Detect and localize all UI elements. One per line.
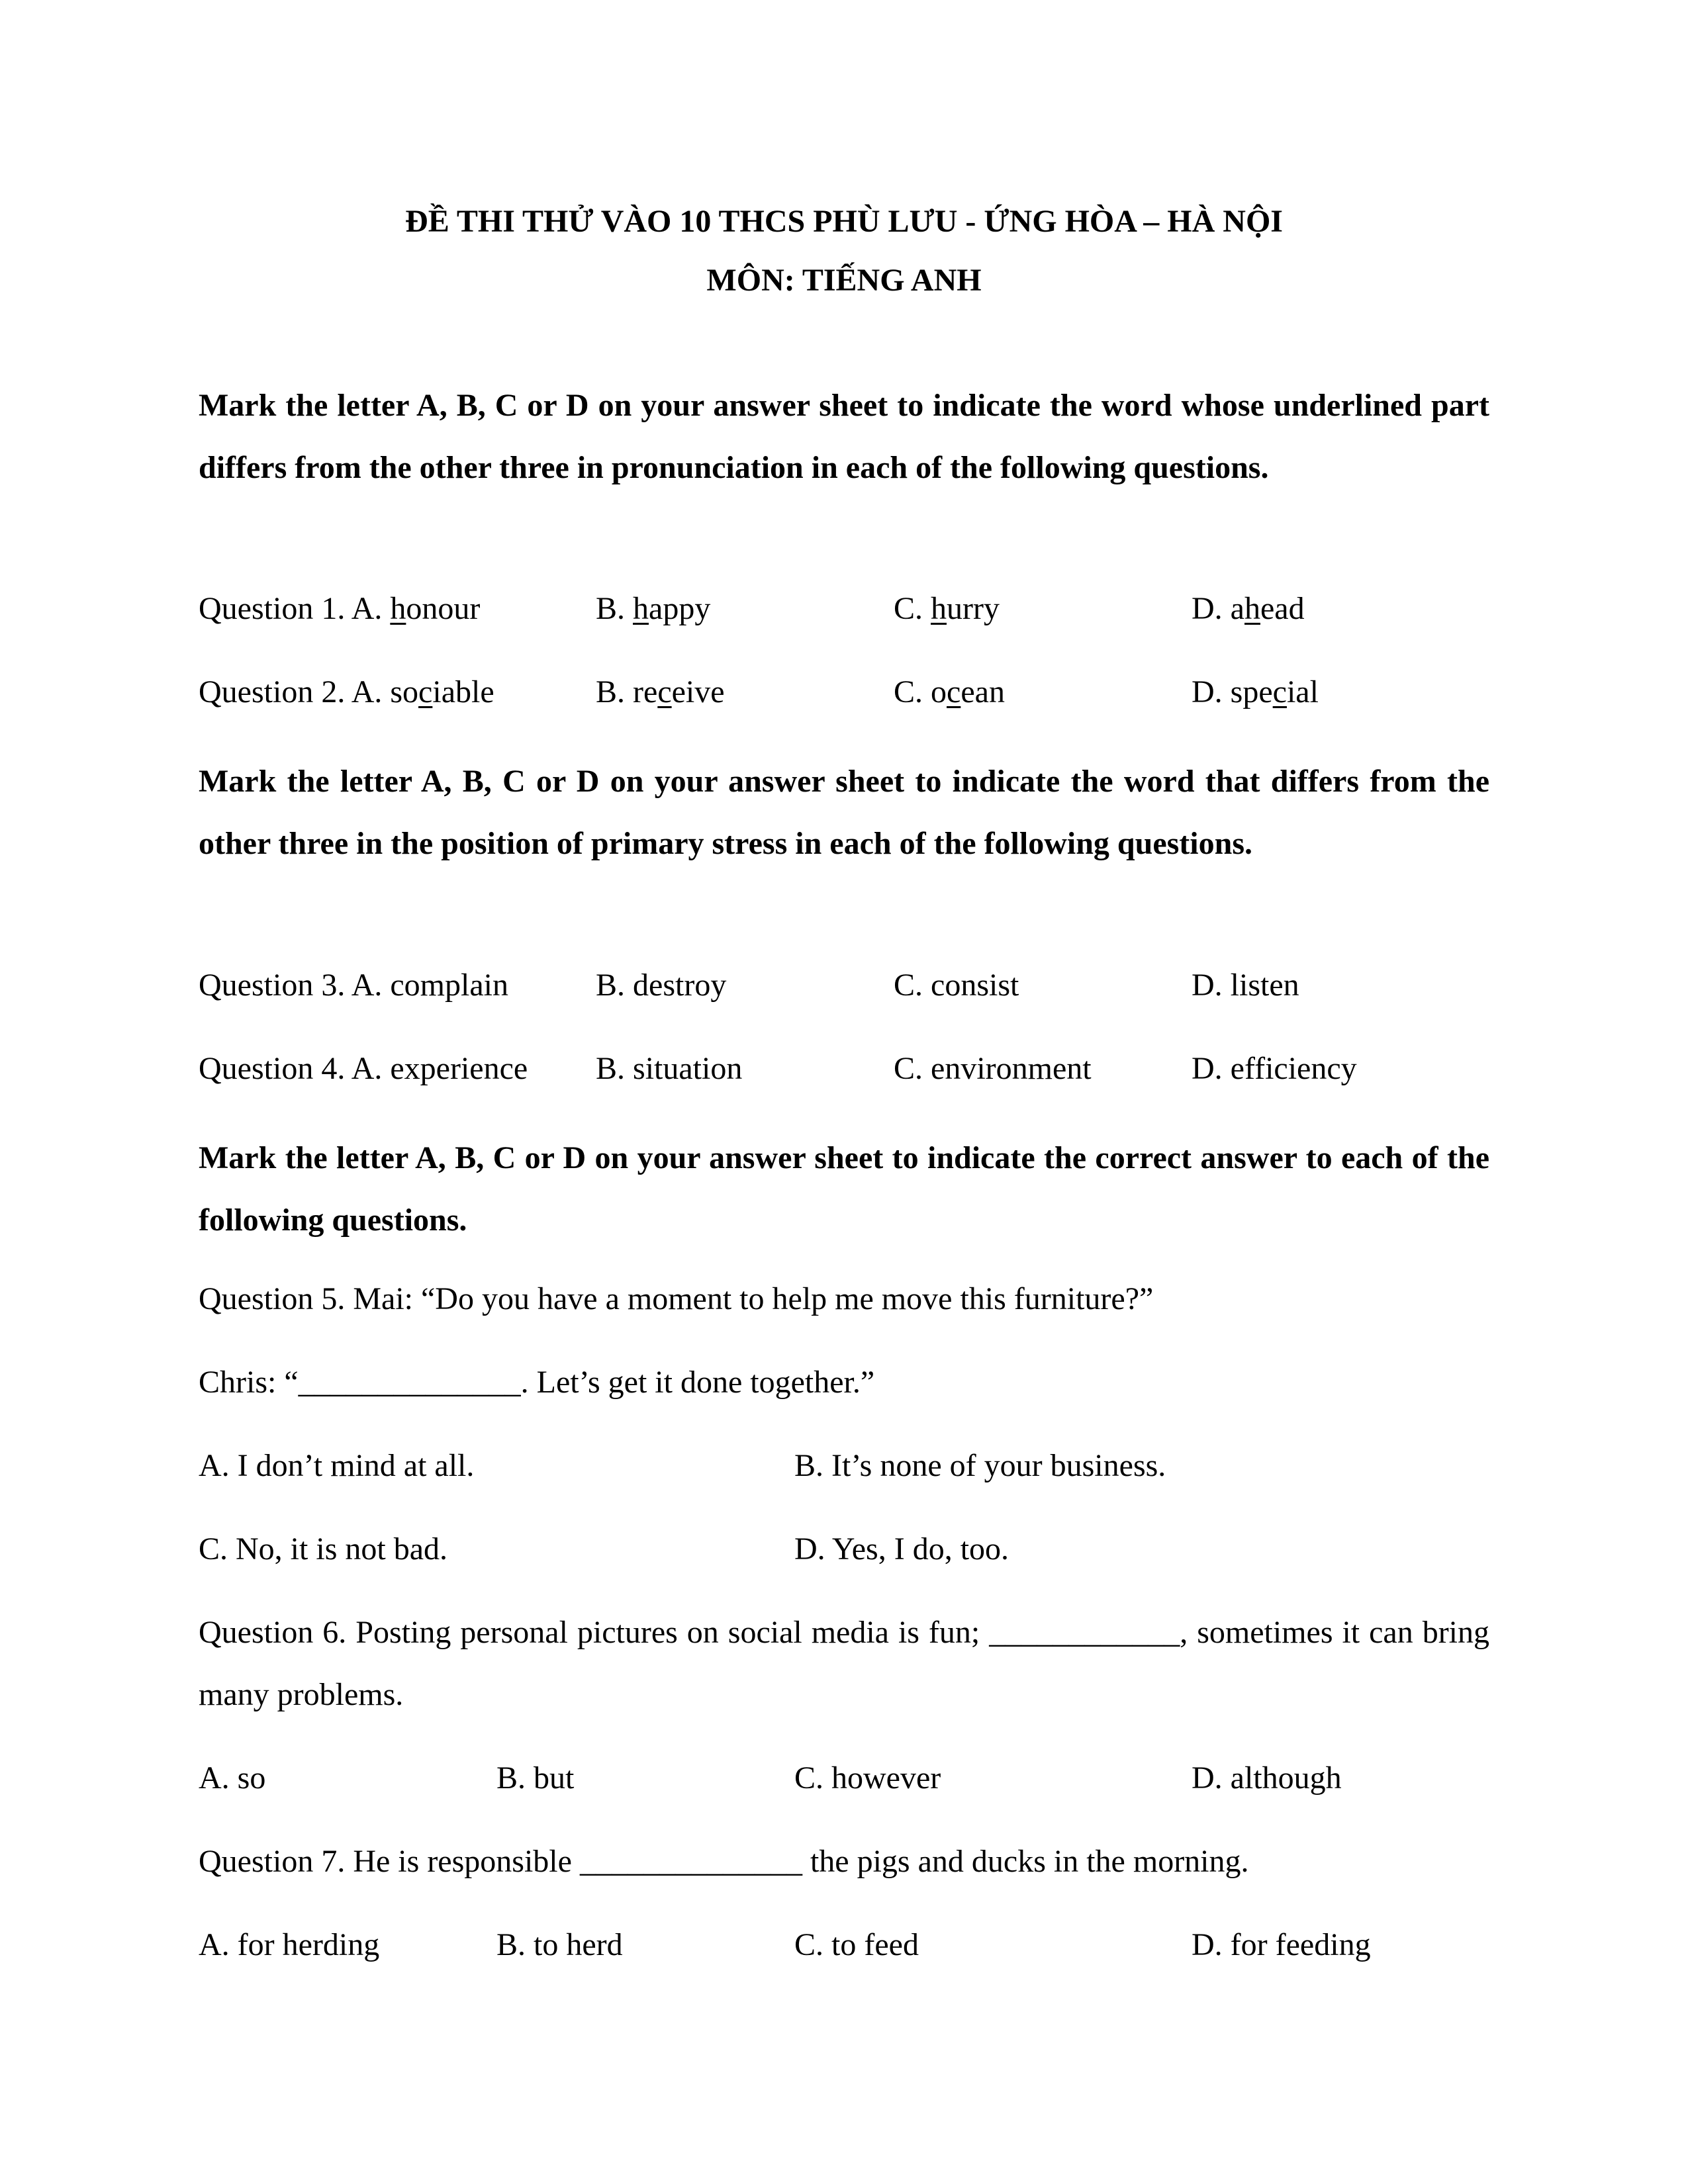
option-letter: D. [1192, 591, 1223, 626]
option-letter: A. [351, 591, 383, 626]
question-5-option-a: A. I don’t mind at all. [199, 1448, 475, 1483]
question-6-stem [199, 1602, 1489, 1726]
question-7-stem [199, 1842, 1489, 1882]
question-7-option-d: D. for feeding [1192, 1927, 1371, 1962]
question-1 [199, 589, 1489, 629]
underlined-part: h [390, 591, 406, 626]
question-number: Question 6. [199, 1615, 347, 1650]
question-4-option-d: D. efficiency [1192, 1051, 1357, 1086]
question-6-option-a: A. so [199, 1760, 266, 1796]
question-7-option-b: B. to herd [496, 1927, 623, 1962]
question-number: Question 1. [199, 591, 346, 626]
question-2-option-c [894, 672, 1005, 712]
underlined-part: h [633, 591, 649, 626]
question-2-option-d [1192, 672, 1319, 712]
underlined-part: c [1272, 674, 1287, 709]
option-word: hurry [931, 591, 1000, 626]
option-letter: D. [1192, 674, 1223, 709]
question-4-option-b: B. situation [596, 1051, 743, 1086]
question-1-option-c [894, 589, 1000, 629]
question-number: Question 3. [199, 968, 346, 1003]
option-word: sociable [390, 674, 494, 709]
option-letter: A. [351, 674, 383, 709]
question-7-options [199, 1925, 1489, 1965]
question-5-options-row-1 [199, 1446, 1489, 1486]
question-5-option-c: C. No, it is not bad. [199, 1531, 448, 1567]
question-4-option-a [199, 1049, 528, 1089]
underlined-part: c [418, 674, 433, 709]
question-number: Question 7. [199, 1844, 346, 1879]
question-3-option-a [199, 966, 508, 1005]
question-2-option-a [199, 672, 494, 712]
option-word: happy [633, 591, 711, 626]
question-5-reply: Chris: “______________. Let’s get it done together.” [199, 1365, 875, 1400]
option-word: receive [633, 674, 725, 709]
question-4-option-c: C. environment [894, 1051, 1092, 1086]
question-2 [199, 672, 1489, 712]
question-7-option-a: A. for herding [199, 1927, 380, 1962]
question-3-option-b: B. destroy [596, 968, 727, 1003]
question-number: Question 5. [199, 1281, 346, 1316]
underlined-part: c [947, 674, 961, 709]
section-3-instruction: Mark the letter A, B, C or D on your answer sheet to indicate the correct answer to each of the following questions. [199, 1140, 1489, 1238]
question-text: Mai: “Do you have a moment to help me move this furniture?” [353, 1281, 1154, 1316]
option-letter: B. [596, 674, 626, 709]
question-2-option-b [596, 672, 725, 712]
exam-title: ĐỀ THI THỬ VÀO 10 THCS PHÙ LƯU - ỨNG HÒA – HÀ NỘI [405, 204, 1283, 239]
section-1-instruction: Mark the letter A, B, C or D on your answer sheet to indicate the word whose underlined part differs from the other three in pronunciation in each of the following questions. [199, 388, 1489, 485]
question-5-option-d: D. Yes, I do, too. [794, 1531, 1009, 1567]
question-6-options [199, 1758, 1489, 1798]
question-5-stem [199, 1279, 1489, 1319]
underlined-part: h [1244, 591, 1260, 626]
question-7-option-c: C. to feed [794, 1927, 919, 1962]
question-number: Question 4. [199, 1051, 346, 1086]
question-1-option-b [596, 589, 710, 629]
question-6-option-d: D. although [1192, 1760, 1342, 1796]
question-4 [199, 1049, 1489, 1089]
exam-subject: MÔN: TIẾNG ANH [706, 263, 982, 298]
section-2-instruction: Mark the letter A, B, C or D on your answer sheet to indicate the word that differs from the other three in the position of primary stress in each of the following questions. [199, 764, 1489, 861]
question-1-option-a [199, 589, 480, 629]
option-letter: B. [596, 591, 626, 626]
option-word: ahead [1230, 591, 1305, 626]
question-5-options-row-2 [199, 1529, 1489, 1569]
question-1-option-d [1192, 589, 1305, 629]
question-3 [199, 966, 1489, 1005]
underlined-part: h [931, 591, 947, 626]
question-3-option-d: D. listen [1192, 968, 1299, 1003]
option-text: A. complain [351, 968, 508, 1003]
option-letter: C. [894, 591, 923, 626]
option-word: ocean [931, 674, 1005, 709]
question-text: He is responsible ______________ the pigs and ducks in the morning. [353, 1844, 1249, 1879]
question-6-option-b: B. but [496, 1760, 575, 1796]
option-word: special [1230, 674, 1319, 709]
question-6-option-c: C. however [794, 1760, 941, 1796]
question-text: Posting personal pictures on social media is fun; ____________, sometimes it can bring many problems. [199, 1615, 1490, 1712]
exam-page [199, 0, 1489, 2184]
question-number: Question 2. [199, 674, 346, 709]
option-letter: C. [894, 674, 923, 709]
option-word: honour [390, 591, 481, 626]
question-5-option-b: B. It’s none of your business. [794, 1448, 1166, 1483]
question-3-option-c: C. consist [894, 968, 1019, 1003]
option-text: A. experience [351, 1051, 528, 1086]
underlined-part: c [657, 674, 672, 709]
